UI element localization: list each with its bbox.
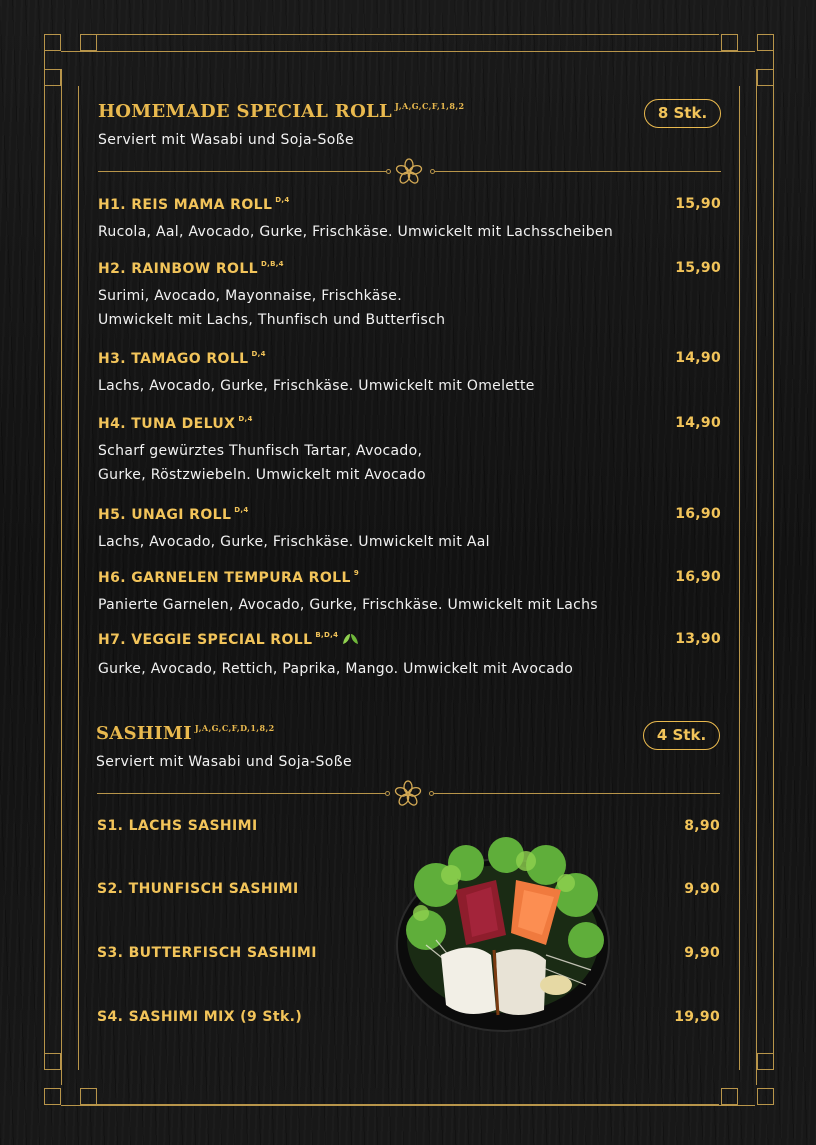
menu-item-h2	[98, 260, 721, 332]
item-name: H7. VEGGIE SPECIAL ROLL $^{B,D,4}$	[98, 631, 359, 648]
item-allergens: D,4	[275, 196, 290, 204]
corner-square-bl-1	[44, 1088, 61, 1105]
menu-item-h5	[98, 506, 721, 554]
right-frame-line	[773, 51, 774, 1053]
corner-square-tl-1	[44, 34, 61, 51]
item-price: 14,90	[675, 350, 721, 366]
item-allergens: D,4	[251, 350, 266, 358]
corner-square-tr-2	[721, 34, 738, 51]
item-price: 16,90	[675, 569, 721, 585]
item-price: 14,90	[675, 415, 721, 431]
item-name: H5. UNAGI ROLL $^{D,4}$	[98, 506, 249, 523]
item-name: S4. SASHIMI MIX (9 Stk.)	[97, 1009, 303, 1025]
item-description: Rucola, Aal, Avocado, Gurke, Frischkäse. Umwickelt mit Lachsscheiben	[98, 224, 613, 240]
ornament-divider	[98, 163, 721, 181]
sashimi-plate-image	[396, 835, 611, 1035]
flower-icon	[393, 779, 423, 809]
menu-item-s1	[97, 818, 720, 838]
menu-item-s4	[97, 1009, 720, 1029]
item-name: H4. TUNA DELUX $^{D,4}$	[98, 415, 253, 432]
item-price: 15,90	[675, 260, 721, 276]
item-allergens: D,4	[238, 415, 253, 423]
menu-item-h6	[98, 569, 721, 617]
item-allergens: B,D,4	[315, 631, 339, 639]
corner-square-bl-3	[44, 1053, 61, 1070]
corner-square-tr-1	[757, 34, 774, 51]
item-name: S3. BUTTERFISCH SASHIMI	[97, 945, 317, 961]
item-name: H6. GARNELEN TEMPURA ROLL $^9$	[98, 569, 359, 586]
section-subtitle: Serviert mit Wasabi und Soja-Soße	[98, 132, 354, 148]
item-allergens: D,4	[234, 506, 249, 514]
item-price: 9,90	[684, 945, 720, 961]
pieces-badge: 8 Stk.	[644, 99, 721, 128]
section-title-special-roll: HOMEMADE SPECIAL ROLL $^{J,A,G,C,F,1,8,2}$	[98, 101, 465, 122]
item-name: S1. LACHS SASHIMI	[97, 818, 258, 834]
menu-item-s2	[97, 881, 720, 901]
section-allergens: J,A,G,C,F,1,8,2	[394, 101, 465, 111]
vegetarian-leaf-icon	[342, 633, 359, 645]
menu-item-h7	[98, 631, 721, 683]
item-description: Gurke, Avocado, Rettich, Paprika, Mango. Umwickelt mit Avocado	[98, 661, 574, 677]
bottom-frame-line	[97, 1104, 719, 1105]
item-name: H2. RAINBOW ROLL $^{D,B,4}$	[98, 260, 284, 277]
item-description: Scharf gewürztes Thunfisch Tartar, Avocado, Gurke, Röstzwiebeln. Umwickelt mit Avocado	[98, 443, 426, 483]
item-name: S2. THUNFISCH SASHIMI	[97, 881, 299, 897]
item-description: Lachs, Avocado, Gurke, Frischkäse. Umwickelt mit Omelette	[98, 378, 535, 394]
flower-icon	[394, 157, 424, 187]
section-allergens: J,A,G,C,F,D,1,8,2	[194, 723, 275, 733]
item-name: H1. REIS MAMA ROLL $^{D,4}$	[98, 196, 290, 213]
corner-square-tr-3	[757, 69, 774, 86]
item-name: H3. TAMAGO ROLL $^{D,4}$	[98, 350, 266, 367]
menu-item-h1	[98, 196, 721, 244]
pieces-badge: 4 Stk.	[643, 721, 720, 750]
corner-square-br-2	[721, 1088, 738, 1105]
item-allergens: 9	[353, 569, 359, 577]
corner-square-tl-3	[44, 69, 61, 86]
menu-item-h4	[98, 415, 721, 487]
item-price: 16,90	[675, 506, 721, 522]
corner-square-bl-2	[80, 1088, 97, 1105]
ornament-divider	[97, 785, 720, 803]
section-title-sashimi: SASHIMI $^{J,A,G,C,F,D,1,8,2}$	[96, 723, 275, 744]
top-frame-line	[97, 34, 719, 35]
item-price: 8,90	[684, 818, 720, 834]
menu-item-h3	[98, 350, 721, 398]
corner-square-br-3	[757, 1053, 774, 1070]
menu-item-s3	[97, 945, 720, 965]
item-price: 19,90	[674, 1009, 720, 1025]
section-subtitle: Serviert mit Wasabi und Soja-Soße	[96, 754, 352, 770]
corner-square-br-1	[757, 1088, 774, 1105]
item-description: Surimi, Avocado, Mayonnaise, Frischkäse. Umwickelt mit Lachs, Thunfisch und Butterfisch	[98, 288, 446, 328]
item-price: 15,90	[675, 196, 721, 212]
item-price: 9,90	[684, 881, 720, 897]
item-allergens: D,B,4	[261, 260, 284, 268]
left-frame-line	[44, 51, 45, 1053]
item-description: Lachs, Avocado, Gurke, Frischkäse. Umwickelt mit Aal	[98, 534, 490, 550]
item-description: Panierte Garnelen, Avocado, Gurke, Frischkäse. Umwickelt mit Lachs	[98, 597, 598, 613]
item-price: 13,90	[675, 631, 721, 647]
corner-square-tl-2	[80, 34, 97, 51]
